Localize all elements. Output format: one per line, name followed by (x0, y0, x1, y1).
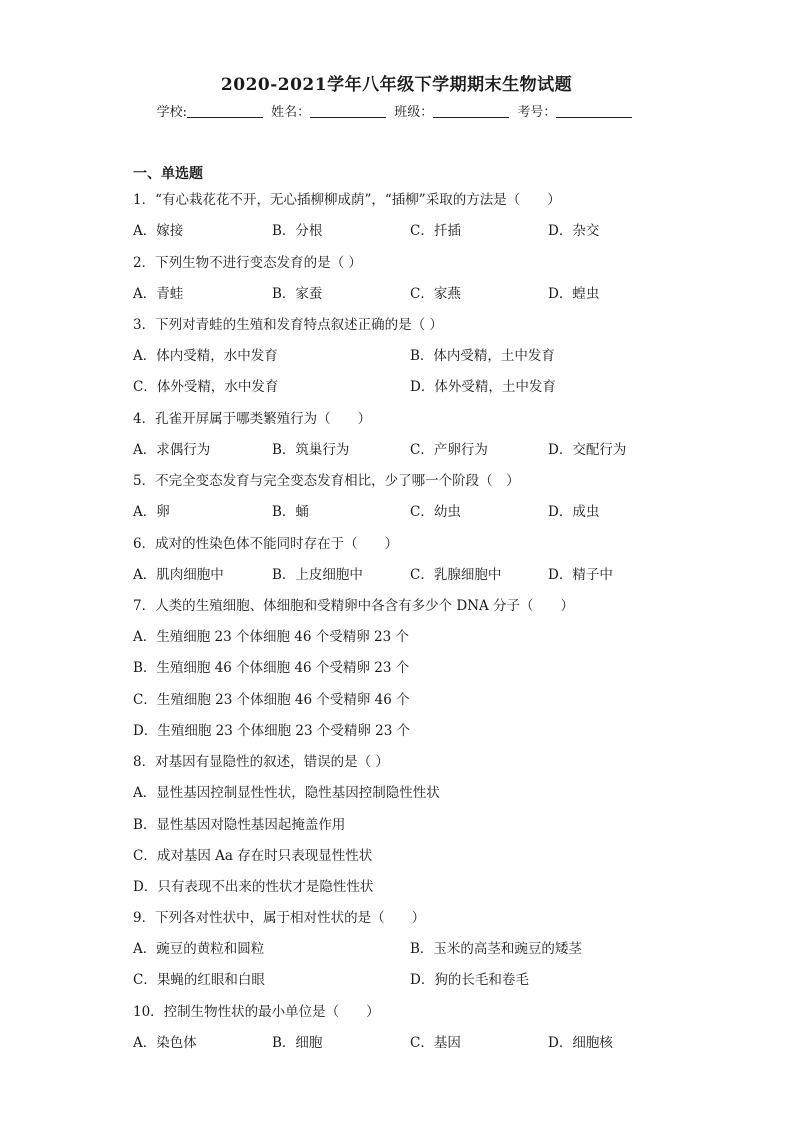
question-stem: 3．下列对青蛙的生殖和发育特点叙述正确的是（ ） (133, 317, 443, 333)
option[interactable]: D．生殖细胞 23 个体细胞 23 个受精卵 23 个 (133, 723, 411, 739)
question-stem: 7．人类的生殖细胞、体细胞和受精卵中各含有多少个 DNA 分子（ ） (133, 598, 575, 614)
option[interactable]: C．基因 (410, 1035, 461, 1051)
option[interactable]: C．产卵行为 (410, 442, 488, 458)
option[interactable]: C．家燕 (410, 286, 461, 302)
option[interactable]: A．肌肉细胞中 (133, 567, 224, 583)
option[interactable]: D．只有表现不出来的性状才是隐性性状 (133, 879, 374, 895)
class-label: 班级： (394, 105, 434, 120)
option[interactable]: B．分根 (272, 223, 323, 239)
option[interactable]: A．求偶行为 (133, 442, 211, 458)
option[interactable]: D．杂交 (548, 223, 600, 239)
question-stem: 6．成对的性染色体不能同时存在于（ ） (133, 536, 399, 552)
school-blank[interactable] (187, 103, 263, 118)
option[interactable]: B．显性基因对隐性基因起掩盖作用 (133, 817, 346, 833)
option[interactable]: B．筑巢行为 (272, 442, 350, 458)
exam-number-blank[interactable] (556, 103, 632, 118)
option[interactable]: B．上皮细胞中 (272, 567, 363, 583)
school-label: 学校: (156, 105, 187, 120)
option[interactable]: B．蛹 (272, 504, 309, 520)
option[interactable]: D．细胞核 (548, 1035, 613, 1051)
option[interactable]: B．生殖细胞 46 个体细胞 46 个受精卵 23 个 (133, 660, 410, 676)
option[interactable]: C．成对基因 Aa 存在时只表现显性性状 (133, 848, 373, 864)
option[interactable]: D．体外受精，土中发育 (410, 379, 556, 395)
option[interactable]: C．幼虫 (410, 504, 461, 520)
name-label: 姓名： (271, 105, 311, 120)
student-info-row (0, 101, 793, 120)
class-blank[interactable] (433, 103, 509, 118)
option[interactable]: A．嫁接 (133, 223, 184, 239)
option[interactable]: A．豌豆的黄粒和圆粒 (133, 941, 265, 957)
page-title: 2020-2021学年八年级下学期期末生物试题 (220, 75, 573, 95)
option[interactable]: A．体内受精，水中发育 (133, 348, 278, 364)
question-stem: 8．对基因有显隐性的叙述，错误的是（ ） (133, 754, 389, 770)
option[interactable]: A．生殖细胞 23 个体细胞 46 个受精卵 23 个 (133, 629, 410, 645)
exam-number-label: 考号： (517, 105, 557, 120)
question-stem: 10．控制生物性状的最小单位是（ ） (133, 1004, 380, 1020)
option[interactable]: A．青蛙 (133, 286, 184, 302)
option[interactable]: D．精子中 (548, 567, 613, 583)
option[interactable]: D．交配行为 (548, 442, 627, 458)
question-stem: 4．孔雀开屏属于哪类繁殖行为（ ） (133, 411, 372, 427)
option[interactable]: D．成虫 (548, 504, 600, 520)
question-stem: 1．“有心栽花花不开，无心插柳柳成荫”，“插柳”采取的方法是（ ） (133, 192, 561, 208)
option[interactable]: C．果蝇的红眼和白眼 (133, 972, 265, 988)
option[interactable]: D．蝗虫 (548, 286, 600, 302)
option[interactable]: A．卵 (133, 504, 170, 520)
option[interactable]: B．家蚕 (272, 286, 323, 302)
option[interactable]: C．扦插 (410, 223, 461, 239)
option[interactable]: B．细胞 (272, 1035, 323, 1051)
question-stem: 5．不完全变态发育与完全变态发育相比，少了哪一个阶段（ ） (133, 473, 520, 489)
name-blank[interactable] (310, 103, 386, 118)
question-stem: 9．下列各对性状中，属于相对性状的是（ ） (133, 910, 426, 926)
option[interactable]: B．体内受精，土中发育 (410, 348, 555, 364)
option[interactable]: C．体外受精，水中发育 (133, 379, 279, 395)
option[interactable]: C．生殖细胞 23 个体细胞 46 个受精卵 46 个 (133, 692, 410, 708)
question-stem: 2．下列生物不进行变态发育的是（ ） (133, 255, 362, 271)
section-heading: 一、单选题 (133, 166, 203, 182)
option[interactable]: B．玉米的高茎和豌豆的矮茎 (410, 941, 582, 957)
option[interactable]: A．显性基因控制显性性状，隐性基因控制隐性性状 (133, 785, 440, 801)
option[interactable]: A．染色体 (133, 1035, 197, 1051)
option[interactable]: C．乳腺细胞中 (410, 567, 502, 583)
option[interactable]: D．狗的长毛和卷毛 (410, 972, 529, 988)
